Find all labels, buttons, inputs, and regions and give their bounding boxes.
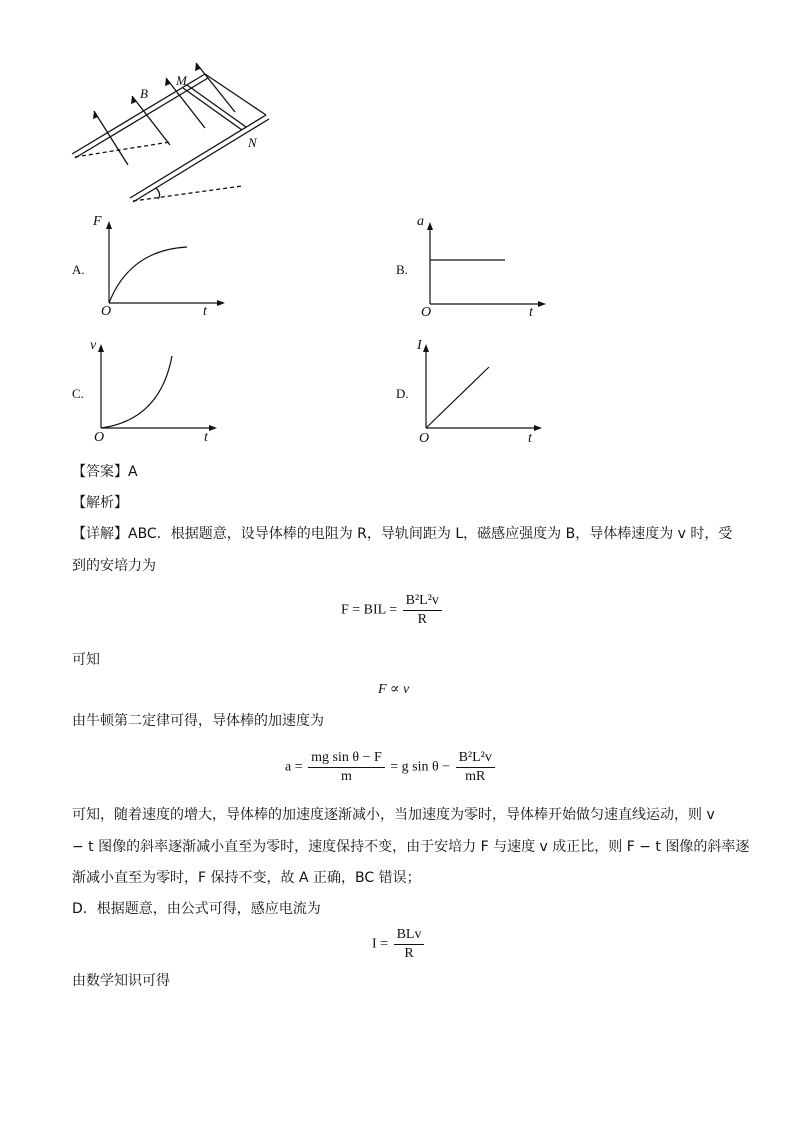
answer-label: 【答案】 [72,464,128,480]
option-c-origin: O [94,430,105,445]
option-d-origin: O [419,431,430,446]
option-a-letter: A. [72,262,85,277]
graph-d-line [426,367,489,428]
option-b-y-label: a [417,214,424,229]
rod-label-m: M [176,73,187,88]
para2-line-2: − t 图像的斜率逐渐减小直至为零时，速度保持不变，由于安培力 F 与速度 v 成正比，则 F − t 图像的斜率逐 [72,839,750,855]
answer-value: A [128,464,138,480]
text-newton: 由牛顿第二定律可得，导体棒的加速度为 [72,713,324,729]
option-d-y-label: I [417,338,422,353]
answer-line [72,462,138,482]
option-d-x-label: t [528,431,532,446]
para2-line-3: 渐减小直至为零时，F 保持不变，故 A 正确，BC 错误； [72,870,421,886]
analysis-label: 【解析】 [72,495,128,511]
detail-line-1: 【详解】ABC．根据题意，设导体棒的电阻为 R，导轨间距为 L，磁感应强度为 B，导体棒速度为 v 时，受 [72,526,733,542]
formula-current: I = $\frac{\text{BLv}}{R}$ [372,926,426,963]
formula-ampere-force: F = BIL = $\frac{\text{B²L²v}}{R}$ [341,592,444,629]
option-b-x-label: t [529,305,533,320]
formula-proportional: F ∝ v [378,682,410,697]
option-d-letter: D. [396,386,409,401]
option-a-x-label: t [203,304,207,319]
text-option-d: D．根据题意，由公式可得，感应电流为 [72,901,321,917]
option-b-letter: B. [396,262,408,277]
option-a-origin: O [101,304,112,319]
option-a-y-label: F [93,214,102,229]
text-kezhi: 可知 [72,652,100,668]
graph-a-curve [109,247,187,303]
option-b-origin: O [421,305,432,320]
para2-line-1: 可知，随着速度的增大，导体棒的加速度逐渐减小，当加速度为零时，导体棒开始做匀速直线运动，则 v [72,807,715,823]
option-c-y-label: v [90,338,97,353]
option-c-x-label: t [204,430,208,445]
text-math: 由数学知识可得 [72,973,170,989]
field-label-b: B [140,86,148,101]
detail-line-2: 到的安培力为 [72,558,156,574]
formula-acceleration: a = $\frac{\text{mg sin θ − F}}{m}$ = g sin θ − $\frac{\text{B²L²v}}{mR}$ [285,749,497,786]
graph-c-curve [101,356,172,428]
rod-label-n: N [248,135,257,150]
option-c-letter: C. [72,386,84,401]
